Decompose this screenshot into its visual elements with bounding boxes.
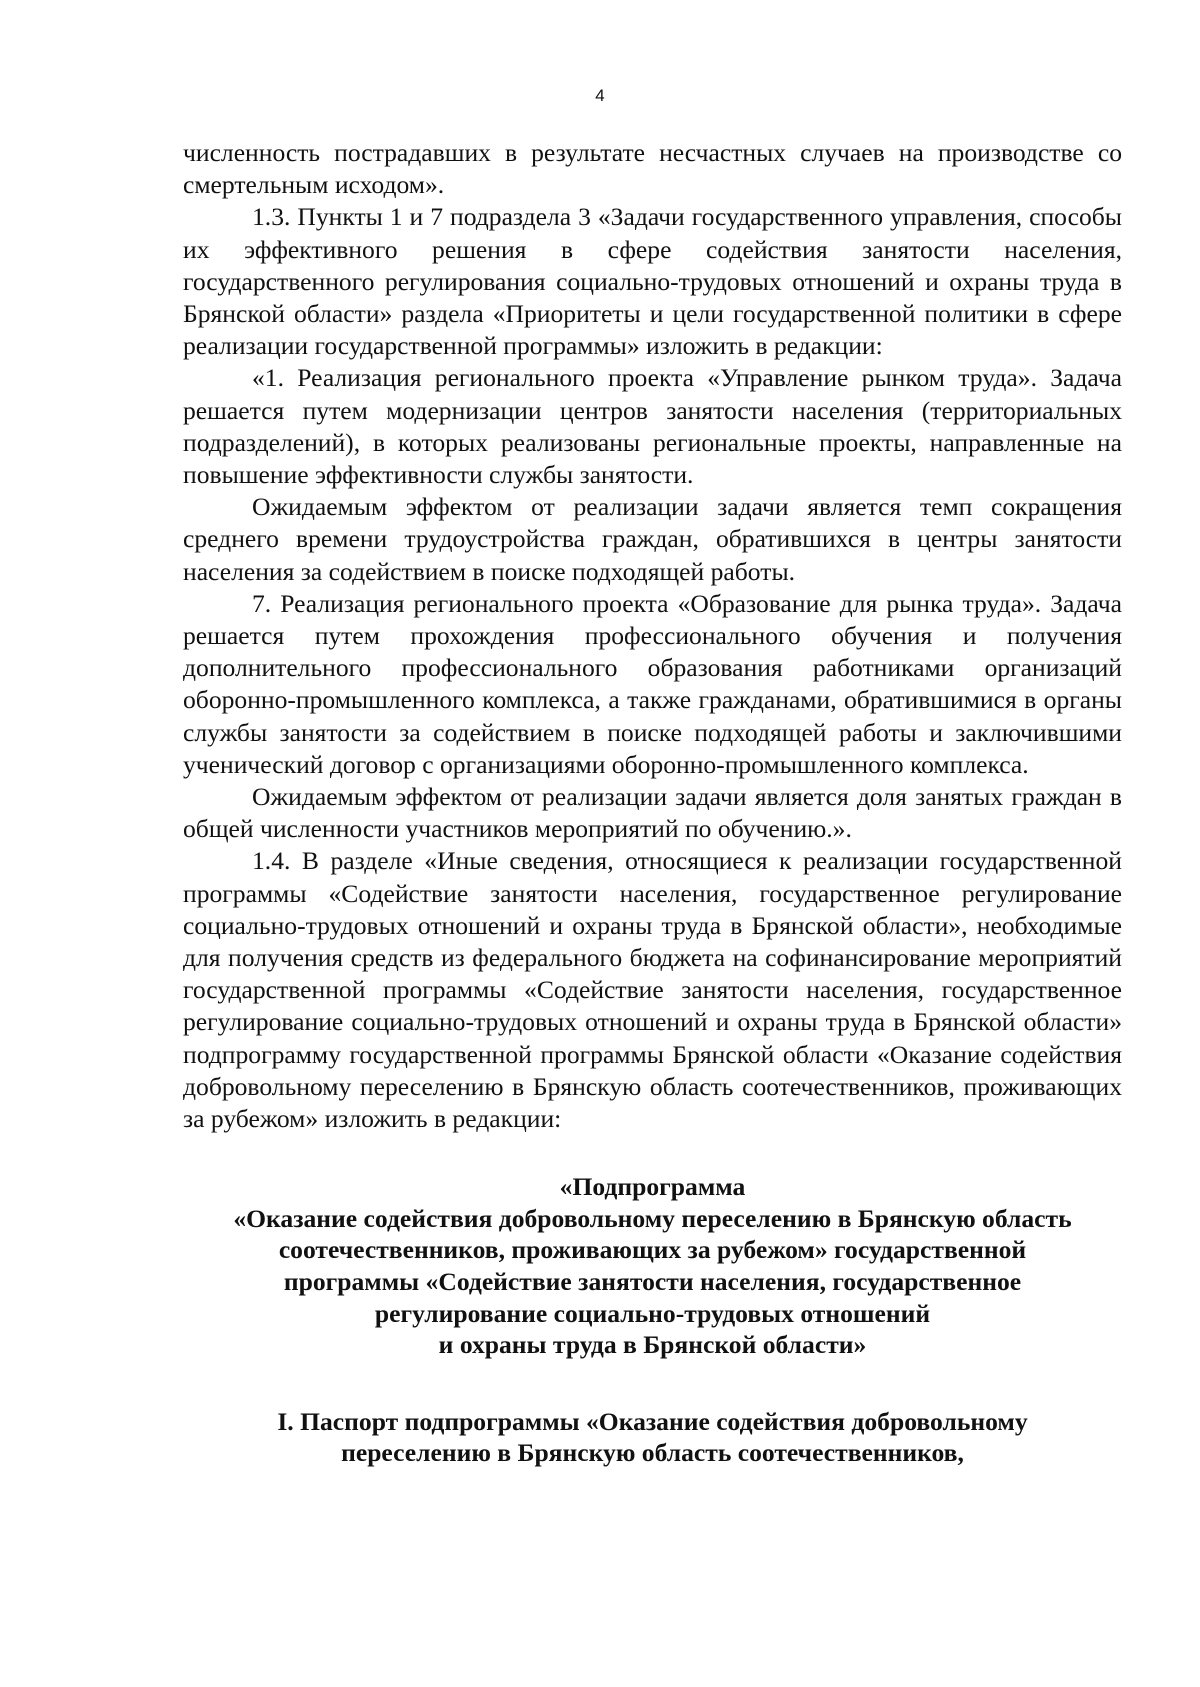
heading-line: I. Паспорт подпрограммы «Оказание содействия добровольному [277, 1406, 1028, 1436]
page-number: 4 [595, 86, 605, 105]
paragraph-item-1: «1. Реализация регионального проекта «Управление рынком труда». Задача решается путем модернизации центров занятости населения (территориальных подразделений), в которых реализованы региональные проекты, направленные на повышение эффективности службы занятости. [183, 363, 1122, 490]
heading-line: соотечественников, проживающих за рубежом» государственной [278, 1235, 1027, 1265]
heading-line: «Оказание содействия добровольному переселению в Брянскую область [233, 1203, 1072, 1233]
paragraph-item-7-effect: Ожидаемым эффектом от реализации задачи является доля занятых граждан в общей численности участников мероприятий по обучению.». [183, 782, 1122, 844]
paragraph-item-1-effect: Ожидаемым эффектом от реализации задачи является темп сокращения среднего времени трудоустройства граждан, обратившихся в центры занятости населения за содействием в поиске подходящей работы. [183, 492, 1122, 586]
heading-line: программы «Содействие занятости населения, государственное [283, 1267, 1022, 1297]
heading-line: «Подпрограмма [559, 1172, 746, 1202]
subprogram-heading [183, 1171, 1122, 1361]
passport-heading [183, 1406, 1122, 1469]
document-body [183, 137, 1122, 1469]
paragraph-item-7: 7. Реализация регионального проекта «Образование для рынка труда». Задача решается путем прохождения профессионального обучения и получения дополнительного профессионального образования работниками организаций оборонно-промышленного комплекса, а также гражданами, обратившимися в органы службы занятости за содействием в поиске подходящей работы и заключившими ученический договор с организациями оборонно-промышленного комплекса. [183, 588, 1122, 779]
heading-line: регулирование социально-трудовых отношений [374, 1298, 931, 1328]
heading-line: и охраны труда в Брянской области» [438, 1330, 867, 1360]
heading-line: переселению в Брянскую область соотечественников, [341, 1438, 964, 1468]
paragraph-clause-1-3: 1.3. Пункты 1 и 7 подраздела 3 «Задачи государственного управления, способы их эффективного решения в сфере содействия занятости населения, государственного регулирования социально-трудовых отношений и охраны труда в Брянской области» раздела «Приоритеты и цели государственной политики в сфере реализации государственной программы» изложить в редакции: [183, 202, 1122, 361]
paragraph-clause-1-4: 1.4. В разделе «Иные сведения, относящиеся к реализации государственной программы «Содействие занятости населения, государственное регулирование социально-трудовых отношений и охраны труда в Брянской области», необходимые для получения средств из федерального бюджета на софинансирование мероприятий государственной программы «Содействие занятости населения, государственное регулирование социально-трудовых отношений и охраны труда в Брянской области» подпрограмму государственной программы Брянской области «Оказание содействия добровольному переселению в Брянскую область соотечественников, проживающих за рубежом» изложить в редакции: [183, 846, 1122, 1134]
paragraph-continuation: численность пострадавших в результате несчастных случаев на производстве со смертельным исходом». [183, 138, 1122, 200]
